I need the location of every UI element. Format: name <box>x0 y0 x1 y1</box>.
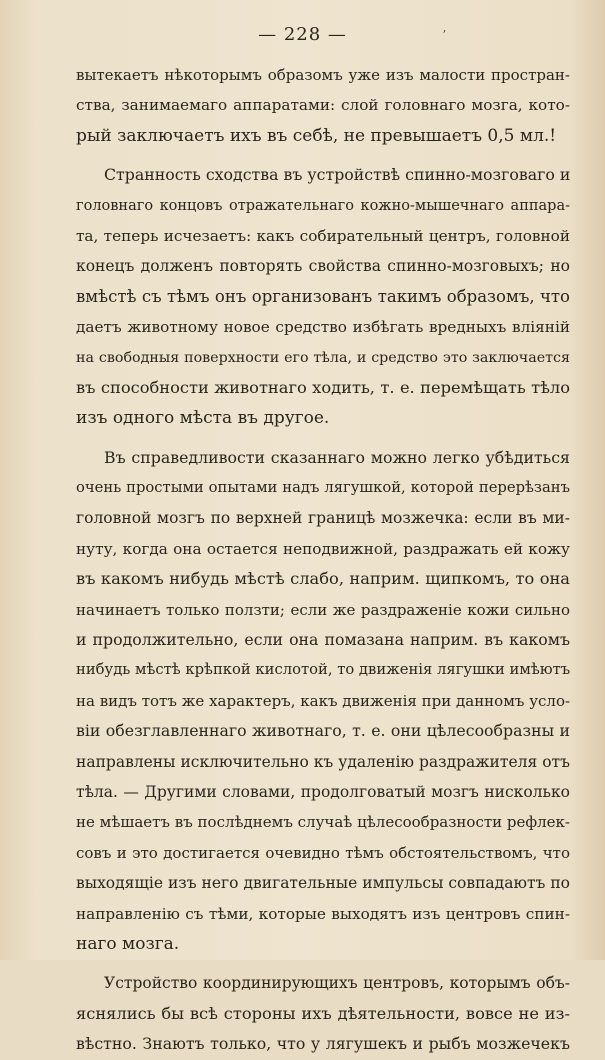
text-line: Странность сходства въ устройствѣ спинно-мозговаго и <box>104 165 570 185</box>
text-line: нуту, когда она остается неподвижной, раздражать ей кожу <box>76 539 570 558</box>
text-line: выходящіе изъ него двигательные импульсы совпадаютъ по <box>76 874 570 893</box>
text-line: на видъ тотъ же характеръ, какъ движенія при данномъ усло- <box>76 691 570 710</box>
page-number: — 228 — <box>258 24 347 45</box>
text-line: не мѣшаетъ въ послѣднемъ случаѣ цѣлесообразности рефлек- <box>76 813 570 832</box>
text-line: начинаетъ только ползти; если же раздраженіе кожи сильно <box>76 600 570 619</box>
text-line: конецъ долженъ повторять свойства спинно-мозговыхъ; но <box>76 257 570 276</box>
paragraph <box>76 968 570 1059</box>
text-line: тѣла. — Другими словами, продолговатый мозгъ нисколько <box>76 782 570 801</box>
text-line: головнаго концовъ отражательнаго кожно-мышечнаго аппара- <box>76 197 570 214</box>
text-line: вѣстно. Знаютъ только, что у лягушекъ и рыбъ мозжечекъ <box>76 1034 570 1054</box>
text-line: та, теперь исчезаетъ: какъ собирательный центръ, головной <box>76 226 570 245</box>
body-text <box>76 60 570 1060</box>
paragraph <box>76 160 570 434</box>
text-line: Въ справедливости сказаннаго можно легко убѣдиться <box>104 447 570 467</box>
text-line: направленію съ тѣми, которые выходятъ изъ центровъ спин- <box>76 904 570 923</box>
text-line: головной мозгъ по верхней границѣ мозжечка: если въ ми- <box>76 509 570 528</box>
text-line: нибудь мѣстѣ крѣпкой кислотой, то движенія лягушки имѣютъ <box>76 661 570 679</box>
text-line: яснялись бы всѣ стороны ихъ дѣятельности, вовсе не из- <box>76 1003 570 1023</box>
text-line: віи обезглавленнаго животнаго, т. е. они цѣлесообразны и <box>76 721 570 741</box>
text-line: вытекаетъ нѣкоторымъ образомъ уже изъ малости простран- <box>76 66 570 84</box>
margin-mark: ʼ <box>442 28 446 42</box>
text-line: вмѣстѣ съ тѣмъ онъ организованъ такимъ образомъ, что <box>76 286 570 306</box>
paragraph <box>76 60 570 151</box>
text-line: очень простыми опытами надъ лягушкой, которой перерѣзанъ <box>76 479 570 497</box>
text-line: на свободныя поверхности его тѣла, и средство это заключается <box>76 349 570 366</box>
text-line: рый заключаетъ ихъ въ себѣ, не превышаетъ 0,5 мл.! <box>76 125 557 146</box>
text-line: даетъ животному новое средство избѣгать вредныхъ вліяній <box>76 318 570 337</box>
text-line: изъ одного мѣста въ другое. <box>76 408 330 429</box>
text-line: въ способности животнаго ходить, т. е. перемѣщать тѣло <box>76 377 570 397</box>
text-line: направлены исключительно къ удаленію раздражителя отъ <box>76 752 570 771</box>
text-line: ства, занимаемаго аппаратами: слой головнаго мозга, кото- <box>76 96 570 115</box>
paragraph <box>76 443 570 960</box>
text-line: Устройство координирующихъ центровъ, которымъ объ- <box>104 974 570 993</box>
text-line: наго мозга. <box>76 933 180 954</box>
text-line: въ какомъ нибудь мѣстѣ слабо, наприм. щипкомъ, то она <box>76 569 570 589</box>
text-line: и продолжительно, если она помазана наприм. въ какомъ <box>76 630 570 650</box>
text-line: совъ и это достигается очевидно тѣмъ обстоятельствомъ, что <box>76 843 570 862</box>
